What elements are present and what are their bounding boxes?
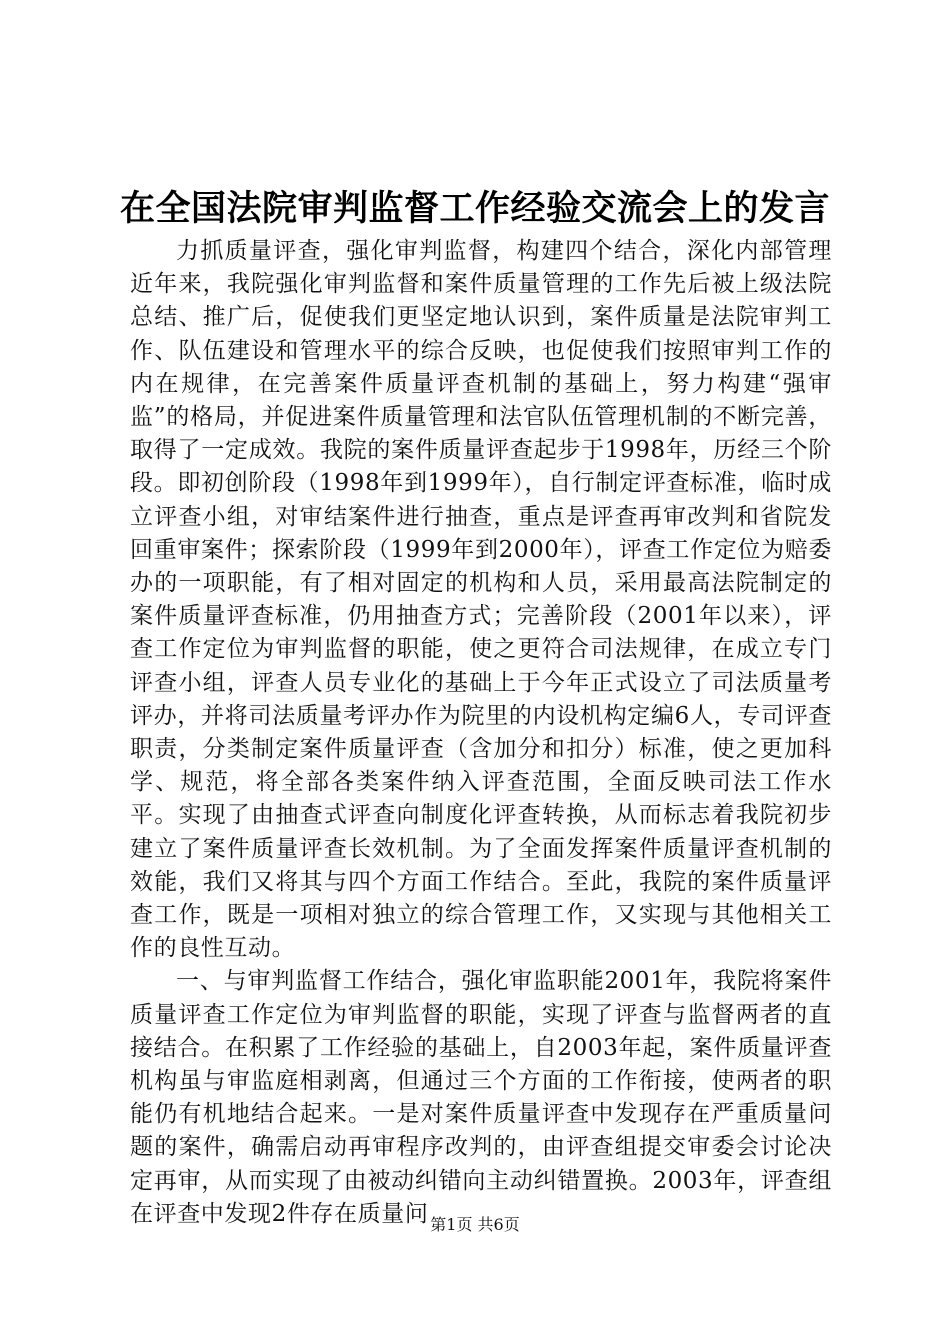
- document-title: 在全国法院审判监督工作经验交流会上的发言: [119, 189, 830, 229]
- body-paragraph-section-one: 一、与审判监督工作结合，强化审监职能2001年，我院将案件质量评查工作定位为审判监督的职能，实现了评查与监督两者的直接结合。在积累了工作经验的基础上，自2003年起，案件质量评查机构虽与审监庭相剥离，但通过三个方面的工作衔接，使两者的职能仍有机地结合起来。一是对案件质量评查中发现存在严重质量问题的案件，确需启动再审程序改判的，由评查组提交审委会讨论决定再审，从而实现了由被动纠错向主动纠错置换。2003年，评查组在评查中发现2件存在质量问: [130, 968, 832, 1227]
- document-body: [130, 235, 832, 1231]
- page-number-footer: 第1页 共6页: [430, 1215, 520, 1234]
- body-paragraph-intro: 力抓质量评查，强化审判监督，构建四个结合，深化内部管理近年来，我院强化审判监督和案件质量管理的工作先后被上级法院总结、推广后，促使我们更坚定地认识到，案件质量是法院审判工作、队伍建设和管理水平的综合反映，也促使我们按照审判工作的内在规律，在完善案件质量评查机制的基础上，努力构建“强审监”的格局，并促进案件质量管理和法官队伍管理机制的不断完善，取得了一定成效。我院的案件质量评查起步于1998年，历经三个阶段。即初创阶段（1998年到1999年），自行制定评查标准，临时成立评查小组，对审结案件进行抽查，重点是评查再审改判和省院发回重审案件；探索阶段（1999年到2000年），评查工作定位为赔委办的一项职能，有了相对固定的机构和人员，采用最高法院制定的案件质量评查标准，仍用抽查方式；完善阶段（2001年以来），评查工作定位为审判监督的职能，使之更符合司法规律，在成立专门评查小组，评查人员专业化的基础上于今年正式设立了司法质量考评办，并将司法质量考评办作为院里的内设机构定编6人，专司评查职责，分类制定案件质量评查（含加分和扣分）标准，使之更加科学、规范，将全部各类案件纳入评查范围，全面反映司法工作水平。实现了由抽查式评查向制度化评查转换，从而标志着我院初步建立了案件质量评查长效机制。为了全面发挥案件质量评查机制的效能，我们又将其与四个方面工作结合。至此，我院的案件质量评查工作，既是一项相对独立的综合管理工作，又实现与其他相关工作的良性互动。: [130, 238, 832, 962]
